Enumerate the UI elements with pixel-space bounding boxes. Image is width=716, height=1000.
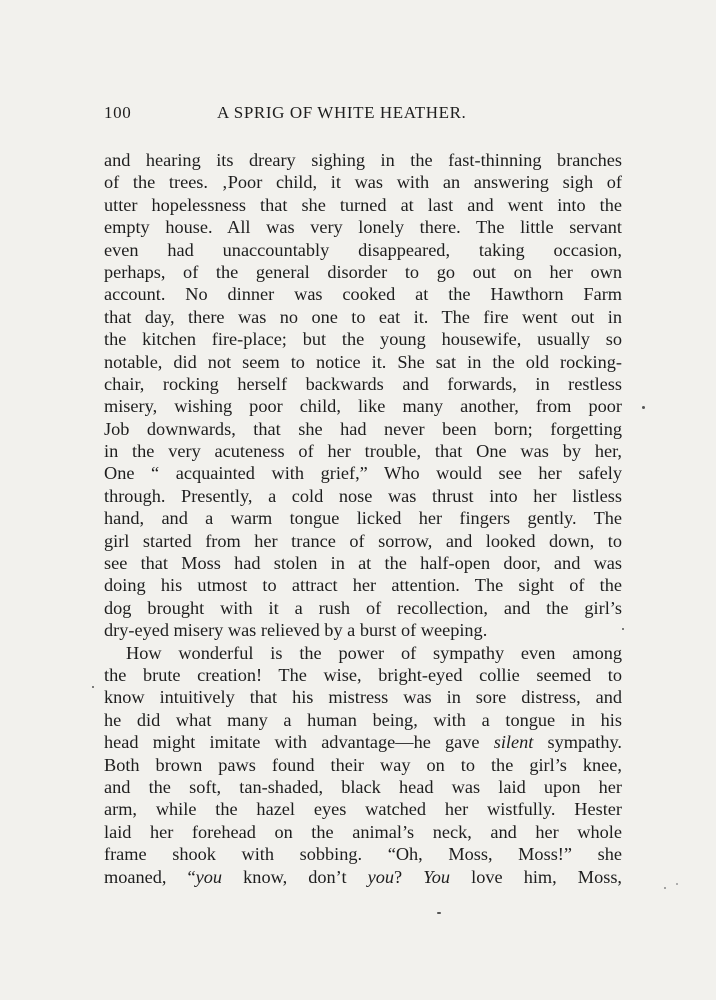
text-line: One “ acquainted with grief,” Who would see her safely — [104, 463, 622, 484]
text-line: chair, rocking herself backwards and forwards, in restless — [104, 373, 622, 394]
running-title: A SPRIG OF WHITE HEATHER. — [217, 103, 467, 122]
text-line: frame shook with sobbing. “Oh, Moss, Moss!” she — [104, 844, 622, 865]
paragraph-2 — [104, 642, 622, 888]
text-line: the kitchen fire-place; but the young housewife, usually so — [104, 329, 622, 350]
print-speck — [642, 406, 645, 409]
text-line: misery, wishing poor child, like many another, from poor — [104, 396, 622, 417]
text-line: perhaps, of the general disorder to go out on her own — [104, 261, 622, 282]
text-line: head might imitate with advantage—he gave silent sympathy. — [104, 732, 623, 753]
text-line: and the soft, tan-shaded, black head was laid upon her — [104, 776, 622, 797]
text-line: arm, while the hazel eyes watched her wistfully. Hester — [104, 799, 622, 820]
text-line: through. Presently, a cold nose was thrust into her listless — [104, 485, 622, 506]
print-speck — [676, 883, 678, 885]
text-line: How wonderful is the power of sympathy even among — [126, 642, 622, 663]
text-line: laid her forehead on the animal’s neck, and her whole — [104, 821, 622, 842]
text-line: know intuitively that his mistress was in sore distress, and — [104, 687, 622, 708]
print-speck — [437, 912, 441, 914]
text-line: that day, there was no one to eat it. The fire went out in — [104, 306, 622, 327]
body-text — [104, 149, 622, 888]
print-speck — [622, 628, 624, 630]
italic-word: silent — [493, 732, 534, 753]
italic-word: You — [423, 866, 451, 887]
text-line: doing his utmost to attract her attention. The sight of the — [104, 575, 622, 596]
text-line: he did what many a human being, with a tongue in his — [104, 709, 622, 730]
text-line: in the very acuteness of her trouble, that One was by her, — [104, 441, 622, 462]
text-line: and hearing its dreary sighing in the fast-thinning branches — [104, 150, 622, 170]
text-line: see that Moss had stolen in at the half-open door, and was — [104, 553, 622, 574]
text-line: the brute creation! The wise, bright-eyed collie seemed to — [104, 664, 622, 685]
text-line: Job downwards, that she had never been born; forgetting — [104, 418, 622, 439]
text-line: dog brought with it a rush of recollection, and the girl’s — [104, 597, 622, 618]
italic-word: you — [367, 866, 395, 887]
page-number: 100 — [104, 103, 132, 122]
italic-word: you — [195, 866, 223, 887]
text-line: empty house. All was very lonely there. The little servant — [104, 217, 622, 238]
text-line: of the trees. ‚Poor child, it was with an answering sigh of — [104, 172, 622, 193]
text-line: utter hopelessness that she turned at last and went into the — [104, 194, 622, 215]
text-line: even had unaccountably disappeared, taking occasion, — [104, 239, 622, 260]
text-line: Both brown paws found their way on to the girl’s knee, — [104, 754, 622, 775]
text-line: notable, did not seem to notice it. She sat in the old rocking- — [104, 351, 622, 372]
text-line: dry-eyed misery was relieved by a burst of weeping. — [104, 620, 488, 641]
text-line: moaned, “you know, don’t you? You love him, Moss, — [104, 866, 623, 887]
paragraph-1 — [104, 149, 622, 642]
print-speck — [92, 686, 94, 688]
print-speck — [664, 887, 666, 889]
text-line: account. No dinner was cooked at the Hawthorn Farm — [104, 284, 622, 305]
page-header — [104, 103, 624, 129]
text-line: hand, and a warm tongue licked her fingers gently. The — [104, 508, 622, 529]
text-line: girl started from her trance of sorrow, and looked down, to — [104, 530, 622, 551]
